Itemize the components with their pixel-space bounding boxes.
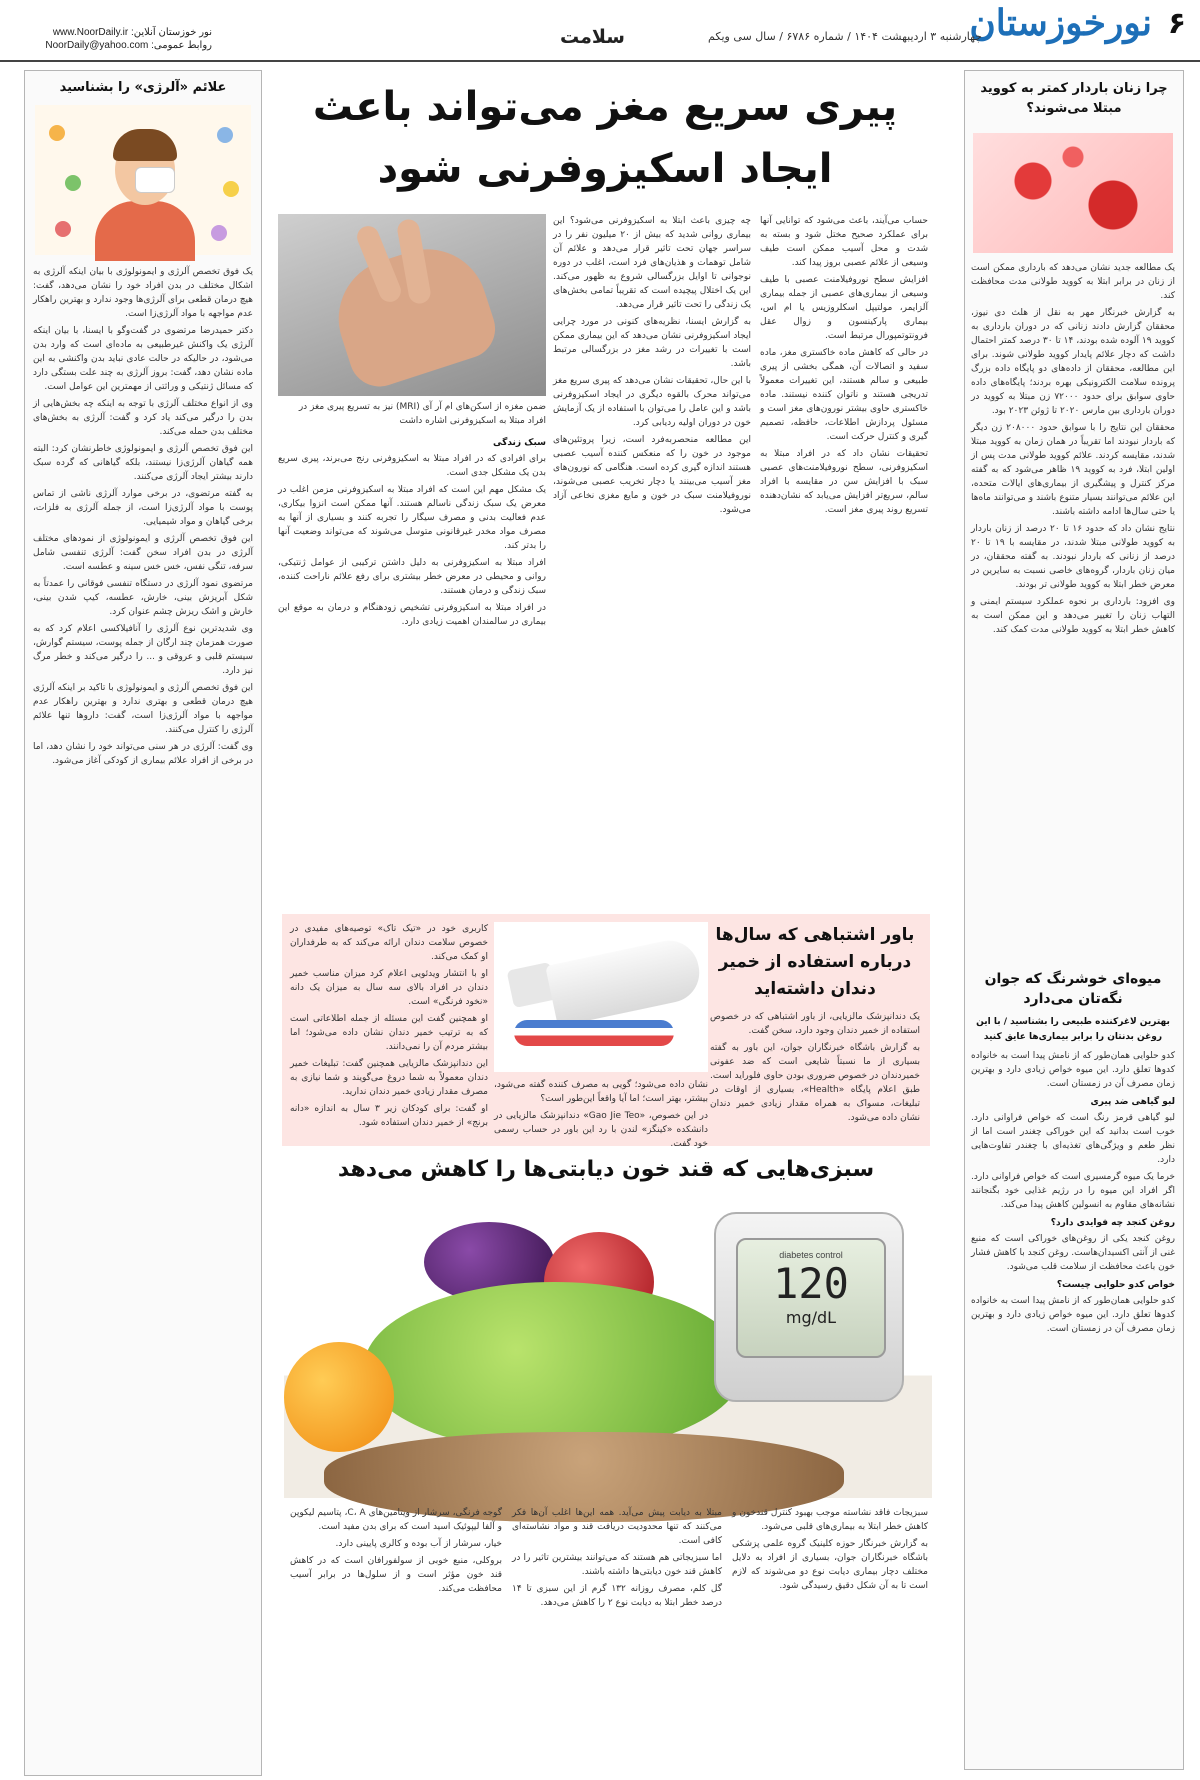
toothpaste-column-1 bbox=[710, 1010, 920, 1140]
subheading: روغن کنجد چه فوایدی دارد؟ bbox=[1050, 1218, 1175, 1228]
paragraph: برای افرادی که در افراد مبتلا به اسکیزوفرنی رنج می‌برند، پیری سریع بدن یک مشکل جدی است. bbox=[278, 454, 546, 478]
paragraph: به گفته مرتضوی، در برخی موارد آلرژی ناشی از تماس پوست با مواد آلرژی‌زا است، از جمله آلرژی به فلزات، برخی گیاهان و مواد شیمیایی. bbox=[33, 489, 253, 527]
toothpaste-image bbox=[494, 922, 708, 1072]
main-article-column-1 bbox=[553, 214, 751, 904]
right-sidebar bbox=[964, 70, 1184, 1770]
toothpaste-column-2 bbox=[494, 1078, 708, 1149]
subheading: خواص کدو حلوایی چیست؟ bbox=[1056, 1280, 1175, 1290]
paragraph: چه چیزی باعث ابتلا به اسکیزوفرنی می‌شود؟ این بیماری روانی شدید که بیش از ۲۰ میلیون نفر را در سراسر جهان تحت تاثیر قرار می‌دهد و علائم آن شامل توهمات و هذیان‌های فرد است، اغلب در دوره نوجوانی تا اوایل بزرگسالی شروع به ظهور می‌کند. این یک اختلال پیچیده است که تقریباً تمامی بخش‌های یک زندگی را تحت تاثیر قرار می‌دهد. bbox=[553, 216, 751, 310]
paragraph: این دندانپزشک مالزیایی همچنین گفت: تبلیغات خمیر دندان معمولاً به شما دروغ می‌گویند و شما نیازی به مصرف مقدار زیادی خمیر دندان ندارید. bbox=[290, 1059, 488, 1097]
virus-image bbox=[973, 133, 1173, 253]
paragraph: کاربری خود در «تیک تاک» توصیه‌های مفیدی در خصوص سلامت دندان ارائه می‌کند که به طرفداران او کمک می‌کند. bbox=[290, 924, 488, 962]
paragraph: اما سبزیجاتی هم هستند که می‌توانند بیشترین تاثیر را در کاهش قند خون دیابتی‌ها داشته باشند. bbox=[512, 1553, 722, 1577]
paragraph: تحقیقات نشان داد که در افراد مبتلا به اسکیزوفرنی، سطح نوروفیلامنت‌های عصبی سبک با افزایش سن در مقایسه با افراد سالم، سریع‌تر افزایش می‌یابد که نشان‌دهنده تسریع روند پیری مغز است. bbox=[760, 449, 928, 515]
paragraph: افراد مبتلا به اسکیزوفرنی به دلیل داشتن ترکیبی از عوامل ژنتیکی، روانی و محیطی در معرض خطر بیشتری برای رفع علائم ناراحت کننده، سبک زندگی و درمان هستند. bbox=[278, 558, 546, 596]
vegetables-column-2 bbox=[512, 1506, 722, 1776]
covid-article-title: چرا زنان باردار کمتر به کووید مبتلا می‌شوند؟ bbox=[980, 81, 1168, 116]
paragraph: گوجه فرنگی، سرشار از ویتامین‌های C، A، پتاسیم لیکوپن و آلفا لیپوئیک اسید است که برای بدن مفید است. bbox=[290, 1508, 502, 1532]
paragraph: در این خصوص، «Gao Jie Teo» دندانپزشک مالزیایی در دانشکده «کینگز» لندن با رد این باور در حساب رسمی خود گفت. bbox=[494, 1111, 708, 1149]
section-title: سلامت bbox=[560, 26, 625, 48]
main-headline: پیری سریع مغز می‌تواند باعث ایجاد اسکیزوفرنی شود bbox=[312, 84, 898, 192]
email-link[interactable]: روابط عمومی: NoorDaily@yahoo.com bbox=[45, 40, 212, 51]
paragraph: خرما یک میوه گرمسیری است که خواص فراوانی دارد. اگر افراد این میوه را در رژیم غذایی خود بگنجانند نشانه‌های مقاوم به انسولین کاهش پیدا می‌کند. bbox=[971, 1172, 1175, 1210]
paragraph: یک مطالعه جدید نشان می‌دهد که بارداری ممکن است از زنان در برابر ابتلا به کووید طولانی مدت محافظت کند. bbox=[971, 263, 1175, 301]
paragraph: مرتضوی نمود آلرژی در دستگاه تنفسی فوقانی را عمدتاً به شکل آبریزش بینی، خارش، عطسه، کیپ شدن بینی، خارش و اشک ریزش چشم عنوان کرد. bbox=[33, 579, 253, 617]
newspaper-logo: نورخوزستان bbox=[969, 2, 1152, 44]
paragraph: وی گفت: آلرژی در هر سنی می‌تواند خود را نشان دهد، اما در برخی از افراد علائم بیماری از کودکی آغاز می‌شود. bbox=[33, 742, 253, 766]
paragraph: به گزارش خبرنگار حوزه کلینیک گروه علمی پزشکی باشگاه خبرنگاران جوان، بسیاری از افراد به دلایل مختلف دچار بیماری دیابت نوع دو می‌شوند که لازم است تا به آن شکل دقیق رسیدگی شود. bbox=[732, 1539, 928, 1591]
allergy-article-title: علائم «آلرژی» را بشناسید bbox=[59, 80, 227, 95]
toothpaste-article-box bbox=[282, 914, 930, 1149]
paragraph: دکتر حمیدرضا مرتضوی در گفت‌وگو با ایسنا، با بیان اینکه آلرژی یک واکنش غیرطبیعی به ماده‌ای است که وارد بدن می‌شود، در حالیکه در حالت عادی نباید بدن واکنشی به این ماده نشان دهد، گفت: بروز آلرژی به چند علت بستگی دارد که مسائل ژنتیکی و وراثتی از مهمترین این عوامل است. bbox=[33, 326, 253, 392]
paragraph: به گزارش خبرنگار مهر به نقل از هلث دی نیوز، محققان گزارش دادند زنانی که در دوران بارداری به کووید ۱۹ آلوده شده بودند، ۱۴ تا ۳۰ درصد کمتر احتمال داشت که دچار علائم پایدار کووید طولانی شوند. برای این مطالعه، محققان از داده‌های دو پایگاه داده بزرگ پرونده سلامت الکترونیکی بهره بردند؛ پایگاه‌های داده حاوی سوابق برای حدود ۷۲۰۰۰ زن مبتلا به کووید در دوران بارداری بین مارس ۲۰۲۰ تا ژوئن ۲۰۲۳ بود. bbox=[971, 308, 1175, 416]
subheading: سبک زندگی bbox=[493, 438, 546, 448]
paragraph: بروکلی، منبع خوبی از سولفورافان است که در کاهش قند خون مؤثر است و از سلول‌ها در برابر آسیب محافظت می‌کند. bbox=[290, 1556, 502, 1594]
covid-article-body bbox=[971, 261, 1175, 961]
paragraph: این مطالعه منحصربه‌فرد است، زیرا پروتئین‌های موجود در خون را که منعکس کننده آسیب عصبی هستند اندازه گیری کرده است. هنگامی که نورون‌های مغز آسیب می‌بینند یا دچار تخریب عصبی می‌شوند، نوروفیلامنت سبک در خون و مایع مغزی نخاعی آزاد می‌شود. bbox=[553, 435, 751, 515]
paragraph: حساب می‌آیند، باعث می‌شود که توانایی آنها برای عملکرد صحیح مختل شود و بسته به شدت و محل آسیب ممکن است طیف وسیعی از علائم عصبی بروز پیدا کند. bbox=[760, 216, 928, 268]
paragraph: مبتلا به دیابت پیش می‌آید. همه این‌ها اغلب آن‌ها فکر می‌کنند که تنها محدودیت دریافت قند و مواد نشاسته‌ای کافی است. bbox=[512, 1508, 722, 1546]
allergy-article-body bbox=[33, 265, 253, 1765]
meter-reading: 120 bbox=[773, 1259, 849, 1308]
paragraph: یک دندانپزشک مالزیایی، از باور اشتباهی که در خصوص استفاده از خمیر دندان وجود دارد، سخن گفت. bbox=[710, 1012, 920, 1036]
meter-label: diabetes control bbox=[779, 1250, 843, 1260]
pumpkin-article-body bbox=[971, 1049, 1175, 1761]
website-link[interactable]: نور خوزستان آنلاین: www.NoorDaily.ir bbox=[52, 27, 212, 38]
paragraph: محققان این نتایج را با سوابق حدود ۲۰۸۰۰۰ زن دیگر که باردار نبودند اما تقریباً در همان زمان به کووید مبتلا شدند، مقایسه کردند. علائم کووید طولانی مدت پس از اولین ابتلا، فرد به کووید ۱۹ ظاهر می‌شود که به گفته مرکز کنترل و پیشگیری از بیماری‌های ایالات متحده، این علائم می‌توانند بسیار متنوع باشند و می‌توانند ماه‌ها یا حتی سال‌ها ادامه داشته باشند. bbox=[971, 423, 1176, 517]
image-caption: ضمن مغزه از اسکن‌های ام آر آی (MRI) نیز به تسریع پیری مغز در افراد مبتلا به اسکیزوفرنی اشاره داشت bbox=[298, 402, 546, 426]
vegetables-glucose-meter-image bbox=[284, 1192, 932, 1498]
vegetables-article-title: سبزی‌هایی که قند خون دیابتی‌ها را کاهش می‌دهد bbox=[337, 1157, 875, 1182]
paragraph: این فوق تخصص آلرژی و ایمونولوژی با تاکید بر اینکه آلرژی هیچ درمان قطعی و بهتری ندارد و بهترین راهکار عدم مواجهه با مواد آلرژی‌زا است، گفت: داروها تنها علائم آلرژی را کنترل می‌کنند. bbox=[33, 683, 253, 735]
paragraph: با این حال، تحقیقات نشان می‌دهد که پیری سریع مغز می‌تواند محرک بالقوه دیگری در ایجاد اسکیزوفرنی باشد و این عامل را می‌توان با استفاده از یک آزمایش خون در دوران اولیه ردیابی کرد. bbox=[553, 376, 751, 428]
paragraph: این فوق تخصص آلرژی و ایمونولوژی خاطرنشان کرد: البته همه گیاهان آلرژی‌زا نیستند، بلکه گیاهانی که گرده سبک دارند بیشتر ایجاد آلرژی می‌کنند. bbox=[33, 444, 253, 482]
paragraph: وی از انواع مختلف آلرژی با توجه به اینکه چه بخش‌هایی از بدن را درگیر می‌کند یاد کرد و گفت: آلرژی به بخش‌های مختلف بدن حمله می‌کند. bbox=[33, 399, 253, 437]
paragraph: یک مشکل مهم این است که افراد مبتلا به اسکیزوفرنی مزمن اغلب در معرض یک سبک زندگی ناسالم هستند. آنها ممکن است انزوا بیکاری، عدم فعالیت بدنی و مصرف سیگار را تجربه کنند و بسیاری از آنها به مصرف مواد مخدر غیرقانونی متوسل می‌شوند که می‌تواند وضعیت آنها را بدتر کند. bbox=[278, 485, 546, 551]
paragraph: او همچنین گفت این مسئله از جمله اطلاعاتی است که به ترتیب خمیر دندان نشان داده می‌شود؛ اما بیشتر مردم آن را نمی‌دانند. bbox=[290, 1014, 488, 1052]
glucose-meter-screen bbox=[736, 1238, 886, 1358]
paragraph: لبو گیاهی قرمز رنگ است که خواص فراوانی دارد. خوب است بدانید که این خوراکی چغندر است اما از نظر طعم و ویژگی‌های تغذیه‌ای با چغندر تفاوت‌هایی دارد. bbox=[971, 1113, 1175, 1165]
left-sidebar bbox=[24, 70, 262, 1776]
masthead bbox=[0, 0, 1200, 62]
issue-info: چهارشنبه ۳ اردیبهشت ۱۴۰۴ / شماره ۶۷۸۶ / سال سی ویکم bbox=[708, 30, 982, 43]
paragraph: در حالی که کاهش ماده خاکستری مغز، ماده سفید و اتصالات آن، همگی بخشی از پیری طبیعی و سالم هستند، این تغییرات معمولاً تدریجی هستند و ناتوان کننده نیستند. ماده خاکستری حاوی بیشتر نورون‌های مغز است و مسئول پردازش اطلاعات، حافظه، تصمیم گیری و کنترل حرکت است. bbox=[760, 348, 928, 442]
paragraph: افزایش سطح نوروفیلامنت عصبی با طیف وسیعی از بیماری‌های عصبی از جمله بیماری آلزایمر، مولتیپل اسکلروزیس یا ام اس، بیماری پارکینسون و زوال عقل فرونتوتمپورال مرتبط است. bbox=[760, 275, 928, 341]
paragraph: یک فوق تخصص آلرژی و ایمونولوژی با بیان اینکه آلرژی به اشکال مختلف در بدن افراد خود را نشان می‌دهد، گفت: هیچ درمان قطعی برای آلرژی‌ها وجود ندارد و بهترین راهکار عدم مواجهه با مواد آلرژی‌زا است. bbox=[33, 267, 253, 319]
paragraph: وی افزود: بارداری بر نحوه عملکرد سیستم ایمنی و التهاب زنان را تغییر می‌دهد و این ممکن است به کاهش خطر ابتلا به کووید طولانی مدت کمک کند. bbox=[971, 597, 1175, 635]
paragraph: این فوق تخصص آلرژی و ایمونولوژی از نمودهای مختلف آلرژی در بدن افراد سخن گفت: آلرژی تنفسی شامل سرفه، تنگی نفس، خس خس سینه و عطسه است. bbox=[33, 534, 253, 572]
allergy-illustration bbox=[35, 105, 251, 255]
toothpaste-article-title: باور اشتباهی که سال‌ها درباره استفاده از خمیر دندان داشته‌اید bbox=[715, 925, 915, 999]
subheading: لبو گیاهی ضد پیری bbox=[1090, 1097, 1175, 1107]
paragraph: او با انتشار ویدئویی اعلام کرد میزان مناسب خمیر دندان در افراد بالای سه سال به میزان یک دانه «نخود فرنگی» است. bbox=[290, 969, 488, 1007]
paragraph: خیار، سرشار از آب بوده و کالری پایینی دارد. bbox=[335, 1539, 502, 1549]
toothpaste-column-3 bbox=[290, 922, 488, 1140]
paragraph: وی شدیدترین نوع آلرژی را آنافیلاکسی اعلام کرد که به صورت همزمان چند ارگان از جمله پوست، سیستم گوارش، سیستم قلبی و عروقی و ... را درگیر می‌کند و خطر مرگ نیز دارد. bbox=[33, 624, 253, 676]
page-number: ۶ bbox=[1167, 6, 1186, 41]
main-article-column-2 bbox=[760, 214, 928, 904]
paragraph: نتایج نشان داد که حدود ۱۶ تا ۲۰ درصد از زنان باردار به کووید طولانی مبتلا شدند، در مقایسه با ۱۹ تا ۲۰ درصد از زنانی که باردار نبودند. به گفته محققان، در میان زنان باردار، گروه‌های خاصی نسبت به سایرین در معرض خطر ابتلا به کووید طولانی تر بودند. bbox=[971, 524, 1176, 590]
site-info bbox=[22, 26, 212, 52]
pumpkin-article-subtitle: بهترین لاغرکننده طبیعی را بشناسید / با این روغن بدنتان را برابر بیماری‌ها عایق کنید bbox=[976, 1017, 1170, 1042]
meter-unit: mg/dL bbox=[785, 1308, 837, 1327]
main-article-column-3 bbox=[278, 432, 546, 904]
paragraph: نشان داده می‌شود؛ گویی به مصرف کننده گفته می‌شود، بیشتر، بهتر است؛ اما آیا واقعاً این‌طور است؟ bbox=[494, 1080, 708, 1104]
pumpkin-article-title: میوه‌ای خوشرنگ که جوان نگه‌تان می‌دارد bbox=[984, 971, 1162, 1007]
paragraph: در افراد مبتلا به اسکیزوفرنی تشخیص زودهنگام و درمان به موقع این بیماری در سالمندان اهمیت زیادی دارد. bbox=[278, 603, 546, 627]
paragraph: سبزیجات فاقد نشاسته موجب بهبود کنترل قندخون و کاهش خطر ابتلا به بیماری‌های قلبی می‌شود. bbox=[732, 1508, 928, 1532]
vegetables-column-1 bbox=[732, 1506, 928, 1776]
vegetables-column-3 bbox=[290, 1506, 502, 1776]
paragraph: او گفت: برای کودکان زیر ۳ سال به اندازه «دانه برنج» از خمیر دندان استفاده شود. bbox=[290, 1104, 488, 1128]
elderly-hands-image bbox=[278, 214, 546, 396]
paragraph: کدو حلوایی همان‌طور که از نامش پیدا است به خانواده کدوها تعلق دارد. این میوه خواص زیادی دارد و بهترین زمان مصرف آن در زمستان است. bbox=[971, 1296, 1175, 1334]
paragraph: کدو حلوایی همان‌طور که از نامش پیدا است به خانواده کدوها تعلق دارد. این میوه خواص زیادی دارد و بهترین زمان مصرف آن در زمستان است. bbox=[971, 1051, 1175, 1089]
paragraph: به گزارش باشگاه خبرنگاران جوان، این باور به گفته بسیاری از ما نسبتاً شایعی است که ضد عفونی خمیردندان در خصوص ضروری بودن حاوی فلوراید است. طبق اعلام پایگاه «Health»، بسیاری از اوقات در تبلیغات، مسواک به همراه مقدار زیادی خمیر دندان نشان داده می‌شود. bbox=[710, 1043, 920, 1123]
paragraph: گل کلم، مصرف روزانه ۱۳۲ گرم از این سبزی تا ۱۴ درصد خطر ابتلا به دیابت نوع ۲ را کاهش می‌دهد. bbox=[512, 1584, 722, 1608]
paragraph: به گزارش ایسنا، نظریه‌های کنونی در مورد چرایی ایجاد اسکیزوفرنی نشان می‌دهد که این بیماری ممکن است با تغییرات در رشد مغز در بزرگسالی مرتبط باشد. bbox=[553, 317, 751, 369]
paragraph: روغن کنجد یکی از روغن‌های خوراکی است که منبع غنی از آنتی اکسیدان‌هاست. روغن کنجد با کاهش فشار خون باعث محافظت از سلامت قلب می‌شود. bbox=[971, 1234, 1175, 1272]
glucose-meter bbox=[714, 1212, 904, 1402]
